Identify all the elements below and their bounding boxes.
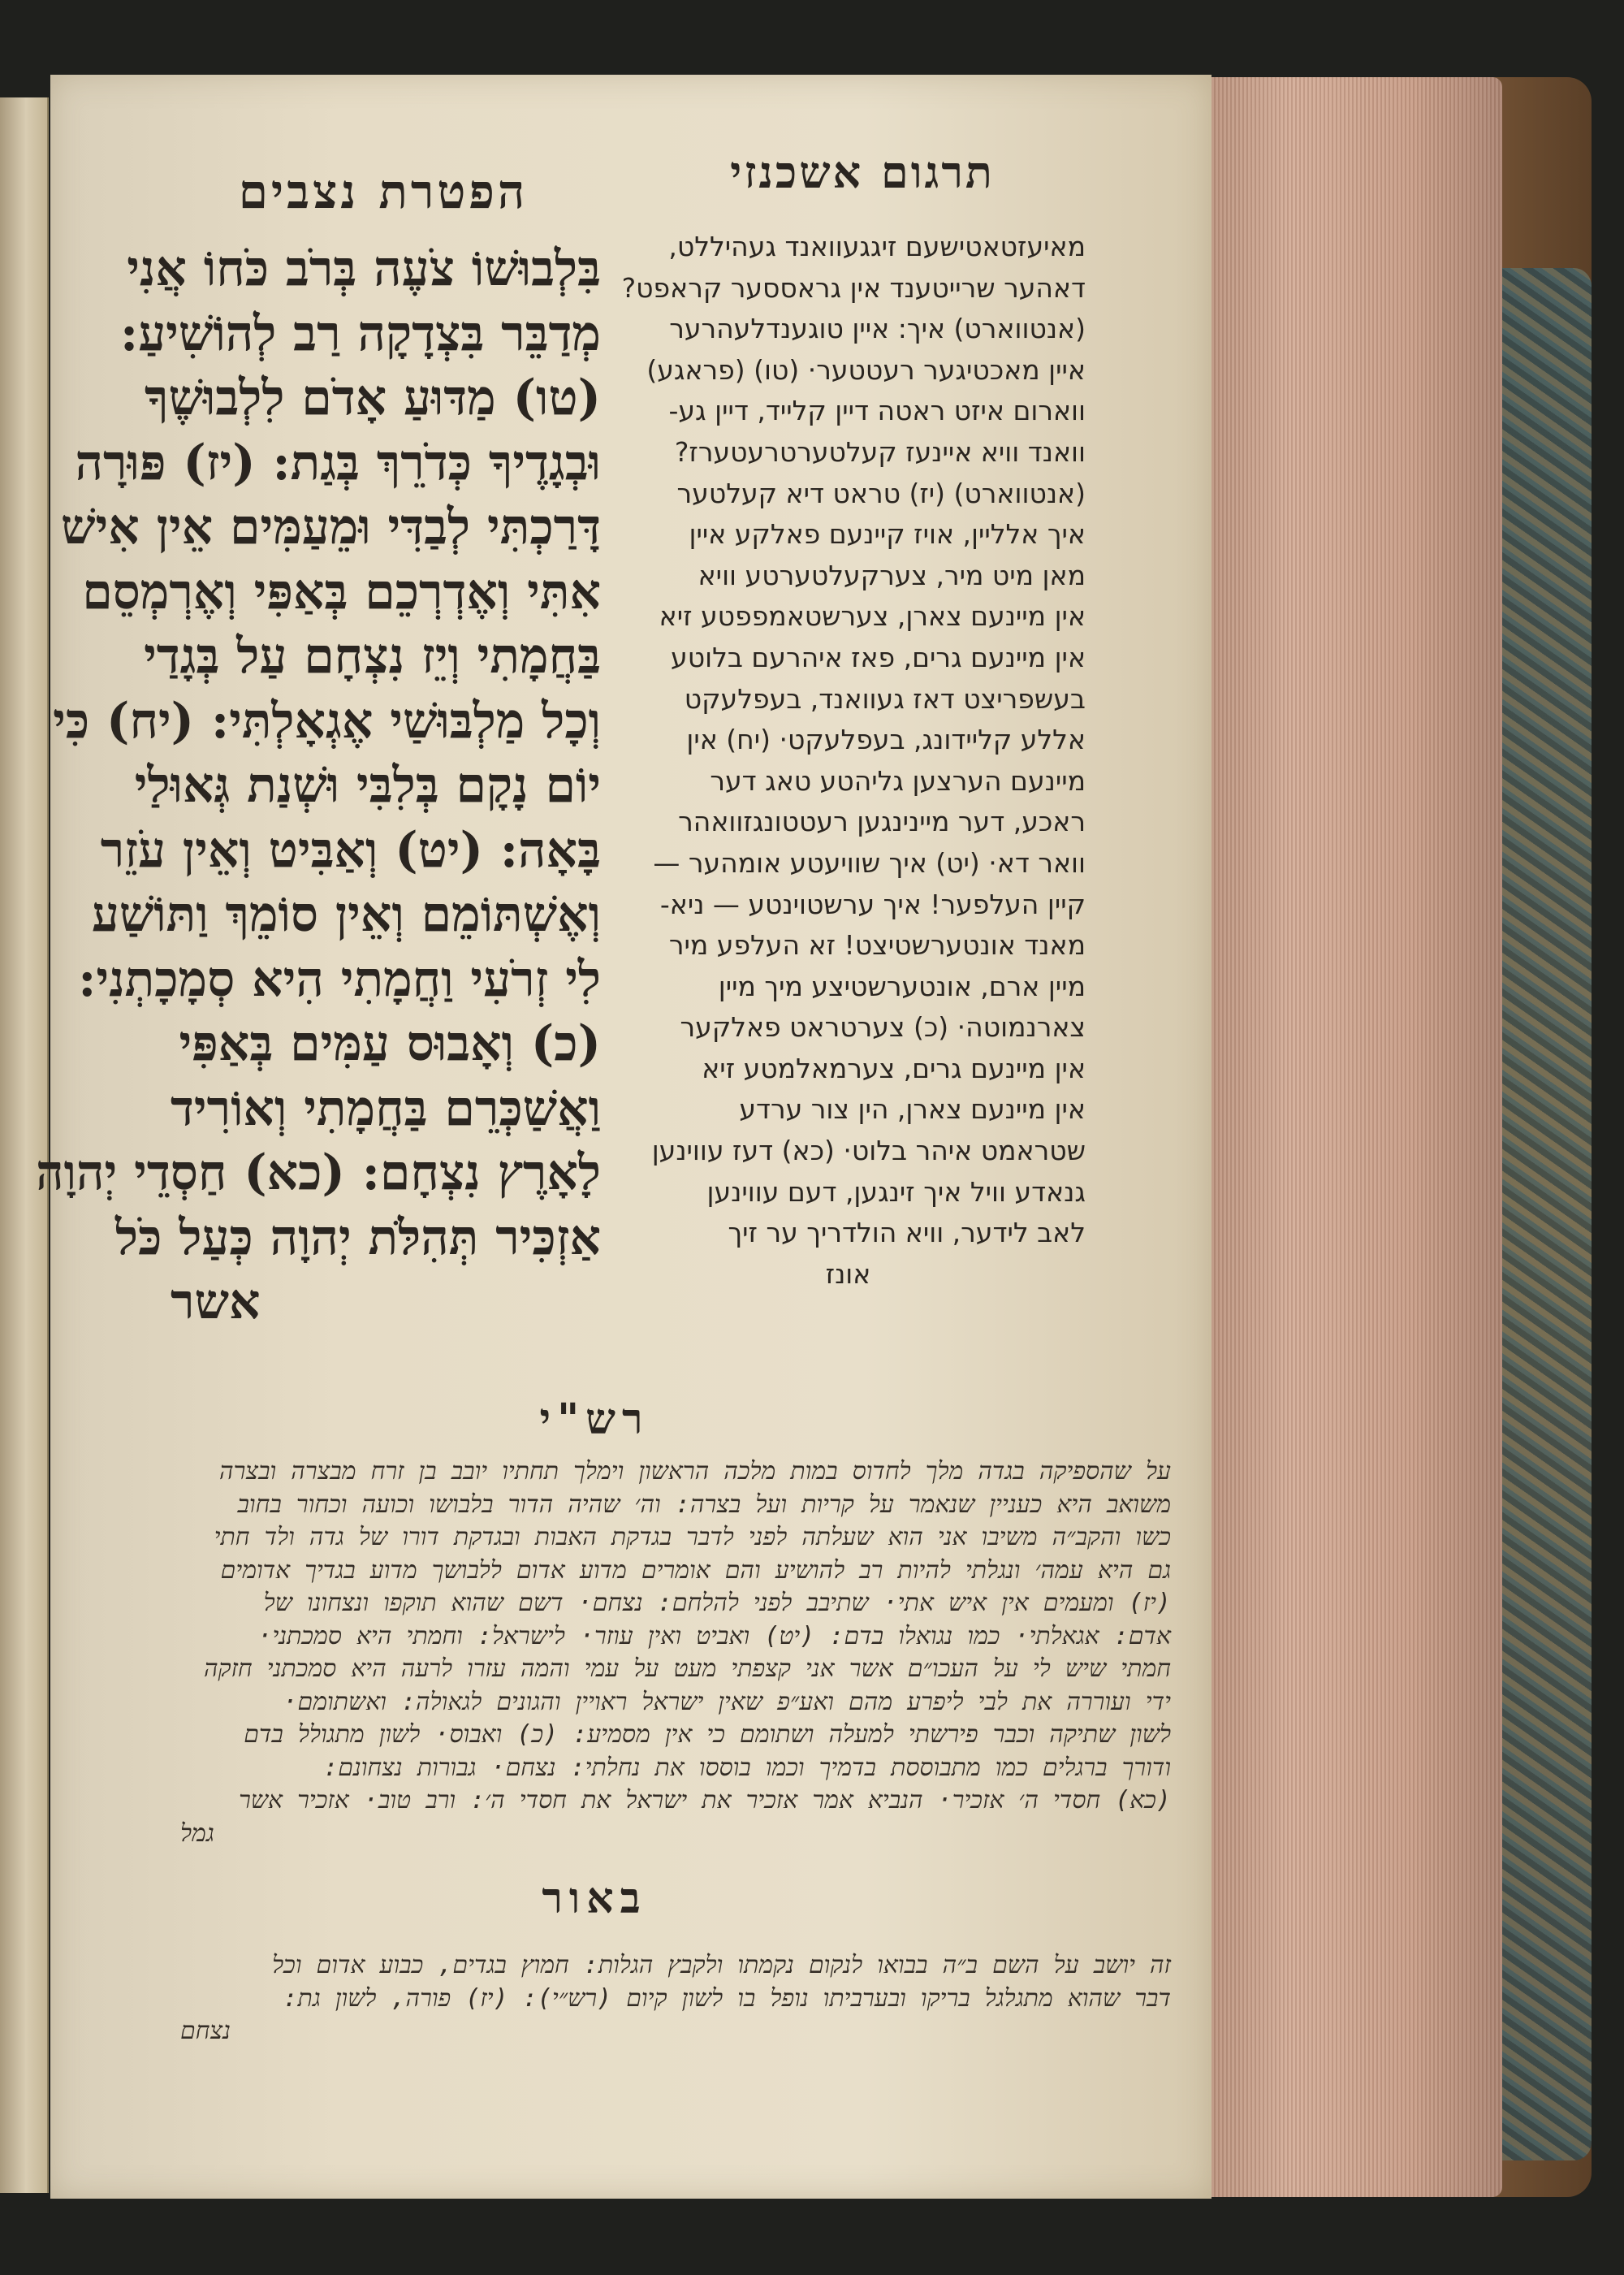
beur-line: דבר שהוא מתגלגל בריקו ובערביתו נופל בו לשון קיום (רש״י): (יז) פורה, לשון גת:	[283, 1983, 1171, 2013]
targum-line: מיין ארם, אונטערשטיצע מיך מיין	[718, 970, 1086, 1002]
targum-line: צארנמוטה· (כ) צערטראט פאלקער	[680, 1011, 1086, 1044]
book-page	[36, 75, 1212, 2199]
hebrew-line: בַּחֲמָתִי וְיֵז נִצְחָם עַל בְּגָדַי	[144, 628, 601, 685]
hebrew-line: בָּאָה: (יט) וְאַבִּיט וְאֵין עֹזֵר	[100, 821, 601, 879]
targum-line: ווארום איזט ראטה דיין קלייד, דיין גע-	[668, 395, 1086, 427]
beur-catchword: נצחם	[180, 2017, 231, 2045]
rashi-line: ידי ועוררה את לבי ליפרע מהם ואע״פ שאין ישראל ראויין והגונים לגאולה: ואשתומם·	[283, 1687, 1171, 1716]
hebrew-catchword: אשר	[171, 1274, 261, 1330]
targum-line: (אנטווארט) (יז) טראט דיא קעלטער	[676, 477, 1086, 509]
hebrew-line: וַאֲשַׁכְּרֵם בַּחֲמָתִי וְאוֹרִיד	[171, 1079, 601, 1137]
hebrew-line: מְדַבֵּר בִּצְדָקָה רַב לְהוֹשִׁיעַ:	[120, 305, 601, 362]
rashi-line: אדם: אגאלתי· כמו נגואלו בדם: (יט) ואביט ואין עוזר· לישראל: וחמתי היא סמכתני·	[257, 1621, 1171, 1650]
hebrew-line: דָּרַכְתִּי לְבַדִּי וּמֵעַמִּים אֵין אִישׁ	[60, 499, 601, 556]
targum-line: גנאדע וויל איך זינגען, דעם עווינען	[706, 1175, 1086, 1208]
rashi-title: רש"י	[539, 1395, 650, 1444]
running-head-left: הפטרת נצבים	[238, 164, 529, 219]
rashi-line: על שהספיקה בגדה מלך לחדוס במות מלכה הראשון וימלך תחתיו יובב בן זרח מבצרה ובצרה	[219, 1457, 1171, 1486]
targum-line: אין מיינעם צארן, הין צור ערדע	[739, 1093, 1086, 1126]
targum-line: קיין העלפער! איך ערשטוינטע — ניא-	[659, 888, 1086, 920]
rashi-line: ודורך ברגלים כמו מתבוססת בדמיך וכמו בוססו את נחלתי: נצחם· גבורות נצחונם:	[323, 1753, 1171, 1782]
rashi-line: כשו והקב״ה משיבו אני הוא שעלתה לפני לדבר בגדקת האבות ובגדקת דורו של גדה ולד חתי	[214, 1523, 1171, 1551]
hebrew-line: (כ) וְאָבוּס עַמִּים בְּאַפִּי	[179, 1015, 601, 1072]
page-edges	[1202, 77, 1502, 2197]
hebrew-line: וְאֶשְׁתּוֹמֵם וְאֵין סוֹמֵךְ וַתּוֹשַׁע	[91, 886, 601, 943]
hebrew-line: וּבְגָדֶיךָ כְּדֹרֵךְ בְּגַת: (יז) פּוּרָה	[75, 434, 601, 491]
rashi-line: (כא) חסדי ה׳ אזכיר· הנביא אמר אזכיר את ישראל את חסדי ה׳: ורב טוב· אזכיר אשר	[239, 1786, 1171, 1814]
rashi-line: גם היא עמה׳ ונגלתי להיות רב להושיע והם אומרים מדוע אדום ללבושך מדוע בגדיך אדומים	[220, 1555, 1171, 1585]
hebrew-column	[36, 237, 601, 1335]
targum-line: איין מאכטיגער רעטטער· (טו) (פראגע)	[646, 353, 1086, 386]
targum-line: אין מיינעם גרים, פאז איהרעם בלוטע	[671, 641, 1086, 673]
targum-line: אין מיינעם צארן, צערשטאמפפטע זיא	[659, 600, 1086, 633]
hebrew-line: אַזְכִּיר תְּהִלֹּת יְהוָה כְּעַל כֹּל	[115, 1209, 601, 1266]
targum-line: אין מיינעם גרים, צערמאלמטע זיא	[702, 1052, 1086, 1084]
targum-catchword: אונז	[825, 1257, 871, 1290]
targum-line: לאב לידער, וויא הולדריך ער זיך	[728, 1217, 1086, 1249]
targum-column	[611, 227, 1086, 1295]
targum-line: שטראמט איהר בלוט· (כא) דעז עווינען	[651, 1135, 1086, 1167]
targum-line: מאן מיט מיר, צערקעלטערטע וויא	[698, 559, 1086, 591]
targum-line: ראכע, דער מיינינגען רעטטונגזוואהר	[678, 806, 1086, 838]
targum-line: איך אלליין, אויז קיינעם פאלקע איין	[689, 518, 1086, 551]
rashi-commentary	[83, 1455, 1171, 1850]
hebrew-line: בִּלְבוּשׁוֹ צֹעֶה בְּרֹב כֹּחוֹ אֲנִי	[127, 240, 601, 297]
rashi-line: משואב היא כעניין שנאמר על קריות ועל בצרה: וה׳ שהיה הדור בלבושו וכועה וכחור בחוב	[237, 1490, 1171, 1519]
targum-line: דאהער שרייטענד אין גראססער קראפט?	[621, 271, 1086, 304]
hebrew-line: וְכָל מַלְבּוּשַׁי אֶגְאָלְתִּי: (יח) כִּי	[53, 692, 601, 750]
hebrew-line: לָאָרֶץ נִצְחָם: (כא) חַסְדֵי יְהוָה	[36, 1144, 601, 1201]
hebrew-line: יוֹם נָקָם בְּלִבִּי וּשְׁנַת גְּאוּלַי	[134, 757, 601, 814]
marbled-board	[1494, 268, 1592, 2160]
rashi-line: (יז) ומעמים אין איש אתי· שתיבב לפני להלחם: נצחם· דשם שהוא תוקפו ונצחונו של	[263, 1589, 1171, 1617]
targum-line: בעשפריצט דאז געוואנד, בעפלעקט	[684, 682, 1086, 715]
hebrew-line: (טו) מַדּוּעַ אָדֹם לִלְבוּשֶׁךָ	[145, 370, 601, 426]
targum-line: מיינעם הערצען גליהטע טאג דער	[710, 764, 1086, 797]
rashi-line: חמתי שיש לי על העכו״ם אשר אני קצפתי מעט על עמי והמה עזרו לרעה היא סמכתני חזקה	[203, 1654, 1171, 1683]
running-head-right: תרגום אשכנזי	[730, 146, 995, 198]
beur-title: באור	[542, 1874, 647, 1923]
targum-line: וואר דא· (יט) איך שוויעטע אומהער —	[653, 846, 1086, 879]
targum-line: מאיעזטאטישעם זיגגעוואנד געהיללט,	[668, 231, 1086, 262]
hebrew-line: אִתִּי וְאֶדְרְכֵם בְּאַפִּי וְאֶרְמְסֵם	[82, 563, 601, 621]
targum-line: וואנד וויא איינעז קעלטערטרעטערז?	[674, 435, 1086, 468]
beur-line: זה יושב על השם ב״ה בבואו לנקום נקמתו ולקבץ הגלות: חמוץ בגדים, כבוע אדום וכל	[272, 1951, 1171, 1979]
targum-line: אללע קליידונג, בעפלעקט· (יח) אין	[686, 724, 1086, 756]
hebrew-line: לִי זְרֹעִי וַחֲמָתִי הִיא סְמָכָתְנִי:	[78, 950, 601, 1008]
rashi-catchword: גמל	[180, 1819, 214, 1848]
targum-line: מאנד אונטערשטיצט! זא העלפע מיר	[668, 929, 1086, 962]
rashi-line: לשון שתיקה וכבר פירשתי למעלה ושתומם כי אין מסמיע: (כ) ואבוס· לשון מתגולל בדם	[244, 1720, 1171, 1749]
beur-commentary	[83, 1949, 1171, 2048]
targum-line: (אנטווארט) איך: איין טוגענדלעהרער	[669, 313, 1086, 345]
